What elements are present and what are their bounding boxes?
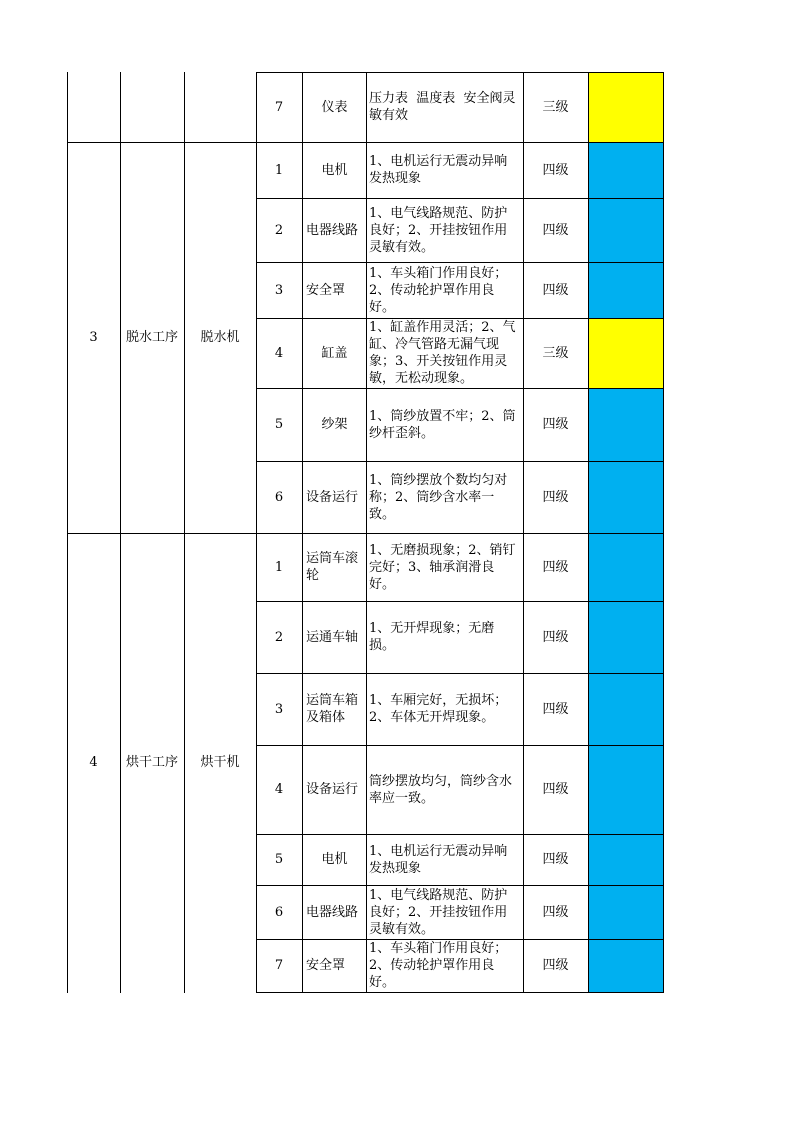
risk-color-cell	[588, 939, 663, 992]
item-level: 四级	[542, 417, 569, 432]
item-index: 1	[274, 559, 284, 575]
item-index: 3	[274, 701, 284, 717]
item-content: 1、电气线路规范、防护良好；2、开挂按钮作用灵敏有效。	[369, 887, 508, 937]
item-index: 2	[274, 222, 284, 238]
item-part: 运通车轴	[306, 629, 359, 645]
item-part: 安全罩	[306, 282, 346, 298]
item-level: 四级	[542, 629, 569, 645]
item-content: 1、无磨损现象；2、销钉完好；3、轴承润滑良好。	[369, 542, 516, 592]
item-content: 1、车头箱门作用良好；2、传动轮护罩作用良好。	[369, 265, 508, 315]
item-level: 四级	[542, 222, 569, 238]
item-level: 四级	[542, 162, 569, 178]
risk-color-cell	[588, 601, 663, 673]
grid-line	[67, 142, 257, 143]
item-level: 四级	[542, 904, 569, 920]
risk-color-cell	[588, 533, 663, 601]
item-part: 设备运行	[306, 489, 359, 505]
item-level: 三级	[542, 345, 569, 361]
grid-line	[256, 142, 664, 143]
item-index: 7	[274, 99, 284, 115]
risk-color-cell	[588, 461, 663, 533]
item-content: 1、缸盖作用灵活；2、气缸、冷气管路无漏气现象；3、开关按钮作用灵敏，无松动现象。	[369, 320, 516, 386]
group-equipment: 烘干机	[200, 755, 240, 770]
item-part: 电机	[321, 852, 348, 867]
item-content: 1、电机运行无震动异响发热现象	[369, 154, 508, 186]
item-part: 运筒车滚轮	[306, 551, 359, 583]
item-content: 筒纱摆放均匀，筒纱含水率应一致。	[369, 773, 513, 806]
item-index: 7	[274, 958, 284, 973]
grid-line	[256, 992, 664, 993]
risk-color-cell	[588, 262, 663, 318]
grid-line	[256, 262, 664, 263]
group-process: 烘干工序	[125, 755, 178, 770]
item-content: 压力表 温度表 安全阀灵敏有效	[369, 91, 516, 123]
risk-color-cell	[588, 834, 663, 885]
risk-color-cell	[588, 388, 663, 461]
item-level: 三级	[542, 99, 569, 115]
risk-color-cell	[588, 673, 663, 745]
item-content: 1、无开焊现象；无磨损。	[369, 621, 495, 653]
item-index: 1	[274, 162, 284, 178]
risk-color-cell	[588, 72, 663, 142]
item-content: 1、车头箱门作用良好；2、传动轮护罩作用良好。	[369, 941, 508, 990]
item-part: 纱架	[321, 417, 348, 432]
item-index: 6	[274, 904, 284, 920]
risk-color-cell	[588, 745, 663, 834]
group-number: 3	[89, 330, 98, 345]
item-index: 2	[274, 629, 284, 645]
grid-line	[256, 198, 664, 199]
item-index: 5	[274, 852, 284, 867]
item-part: 电器线路	[306, 222, 359, 238]
item-part: 设备运行	[306, 782, 359, 797]
risk-color-cell	[588, 885, 663, 939]
item-content: 1、筒纱摆放个数均匀对称；2、筒纱含水率一致。	[369, 472, 508, 522]
item-content: 1、电气线路规范、防护良好；2、开挂按钮作用灵敏有效。	[369, 205, 508, 255]
grid-line	[256, 745, 664, 746]
item-level: 四级	[542, 701, 569, 717]
item-part: 缸盖	[321, 345, 348, 361]
grid-line	[256, 388, 664, 389]
group-process: 脱水工序	[125, 330, 178, 345]
item-index: 3	[274, 282, 284, 298]
grid-line	[256, 834, 664, 835]
grid-line	[256, 939, 664, 940]
grid-line	[256, 533, 664, 534]
item-content: 1、车厢完好，无损坏；2、车体无开焊现象。	[369, 693, 508, 725]
item-level: 四级	[542, 958, 569, 973]
risk-color-cell	[588, 198, 663, 262]
item-level: 四级	[542, 852, 569, 867]
grid-line	[256, 673, 664, 674]
item-level: 四级	[542, 782, 569, 797]
item-index: 4	[274, 782, 284, 797]
grid-line	[256, 318, 664, 319]
item-content: 1、电机运行无震动异响发热现象	[369, 843, 508, 876]
item-level: 四级	[542, 489, 569, 505]
item-part: 运筒车箱及箱体	[306, 693, 359, 725]
grid-line	[67, 533, 257, 534]
grid-line	[256, 885, 664, 886]
item-part: 仪表	[321, 99, 348, 115]
risk-color-cell	[588, 318, 663, 388]
item-part: 安全罩	[306, 958, 346, 973]
item-content: 1、筒纱放置不牢；2、筒纱杆歪斜。	[369, 408, 516, 441]
item-level: 四级	[542, 559, 569, 575]
item-index: 5	[274, 417, 284, 432]
item-level: 四级	[542, 282, 569, 298]
grid-line	[256, 461, 664, 462]
grid-line	[256, 601, 664, 602]
item-part: 电器线路	[306, 904, 359, 920]
grid-line	[256, 72, 664, 73]
item-index: 4	[274, 345, 284, 361]
item-index: 6	[274, 489, 284, 505]
risk-color-cell	[588, 142, 663, 198]
group-number: 4	[89, 755, 98, 770]
item-part: 电机	[321, 162, 348, 178]
group-equipment: 脱水机	[200, 330, 240, 345]
